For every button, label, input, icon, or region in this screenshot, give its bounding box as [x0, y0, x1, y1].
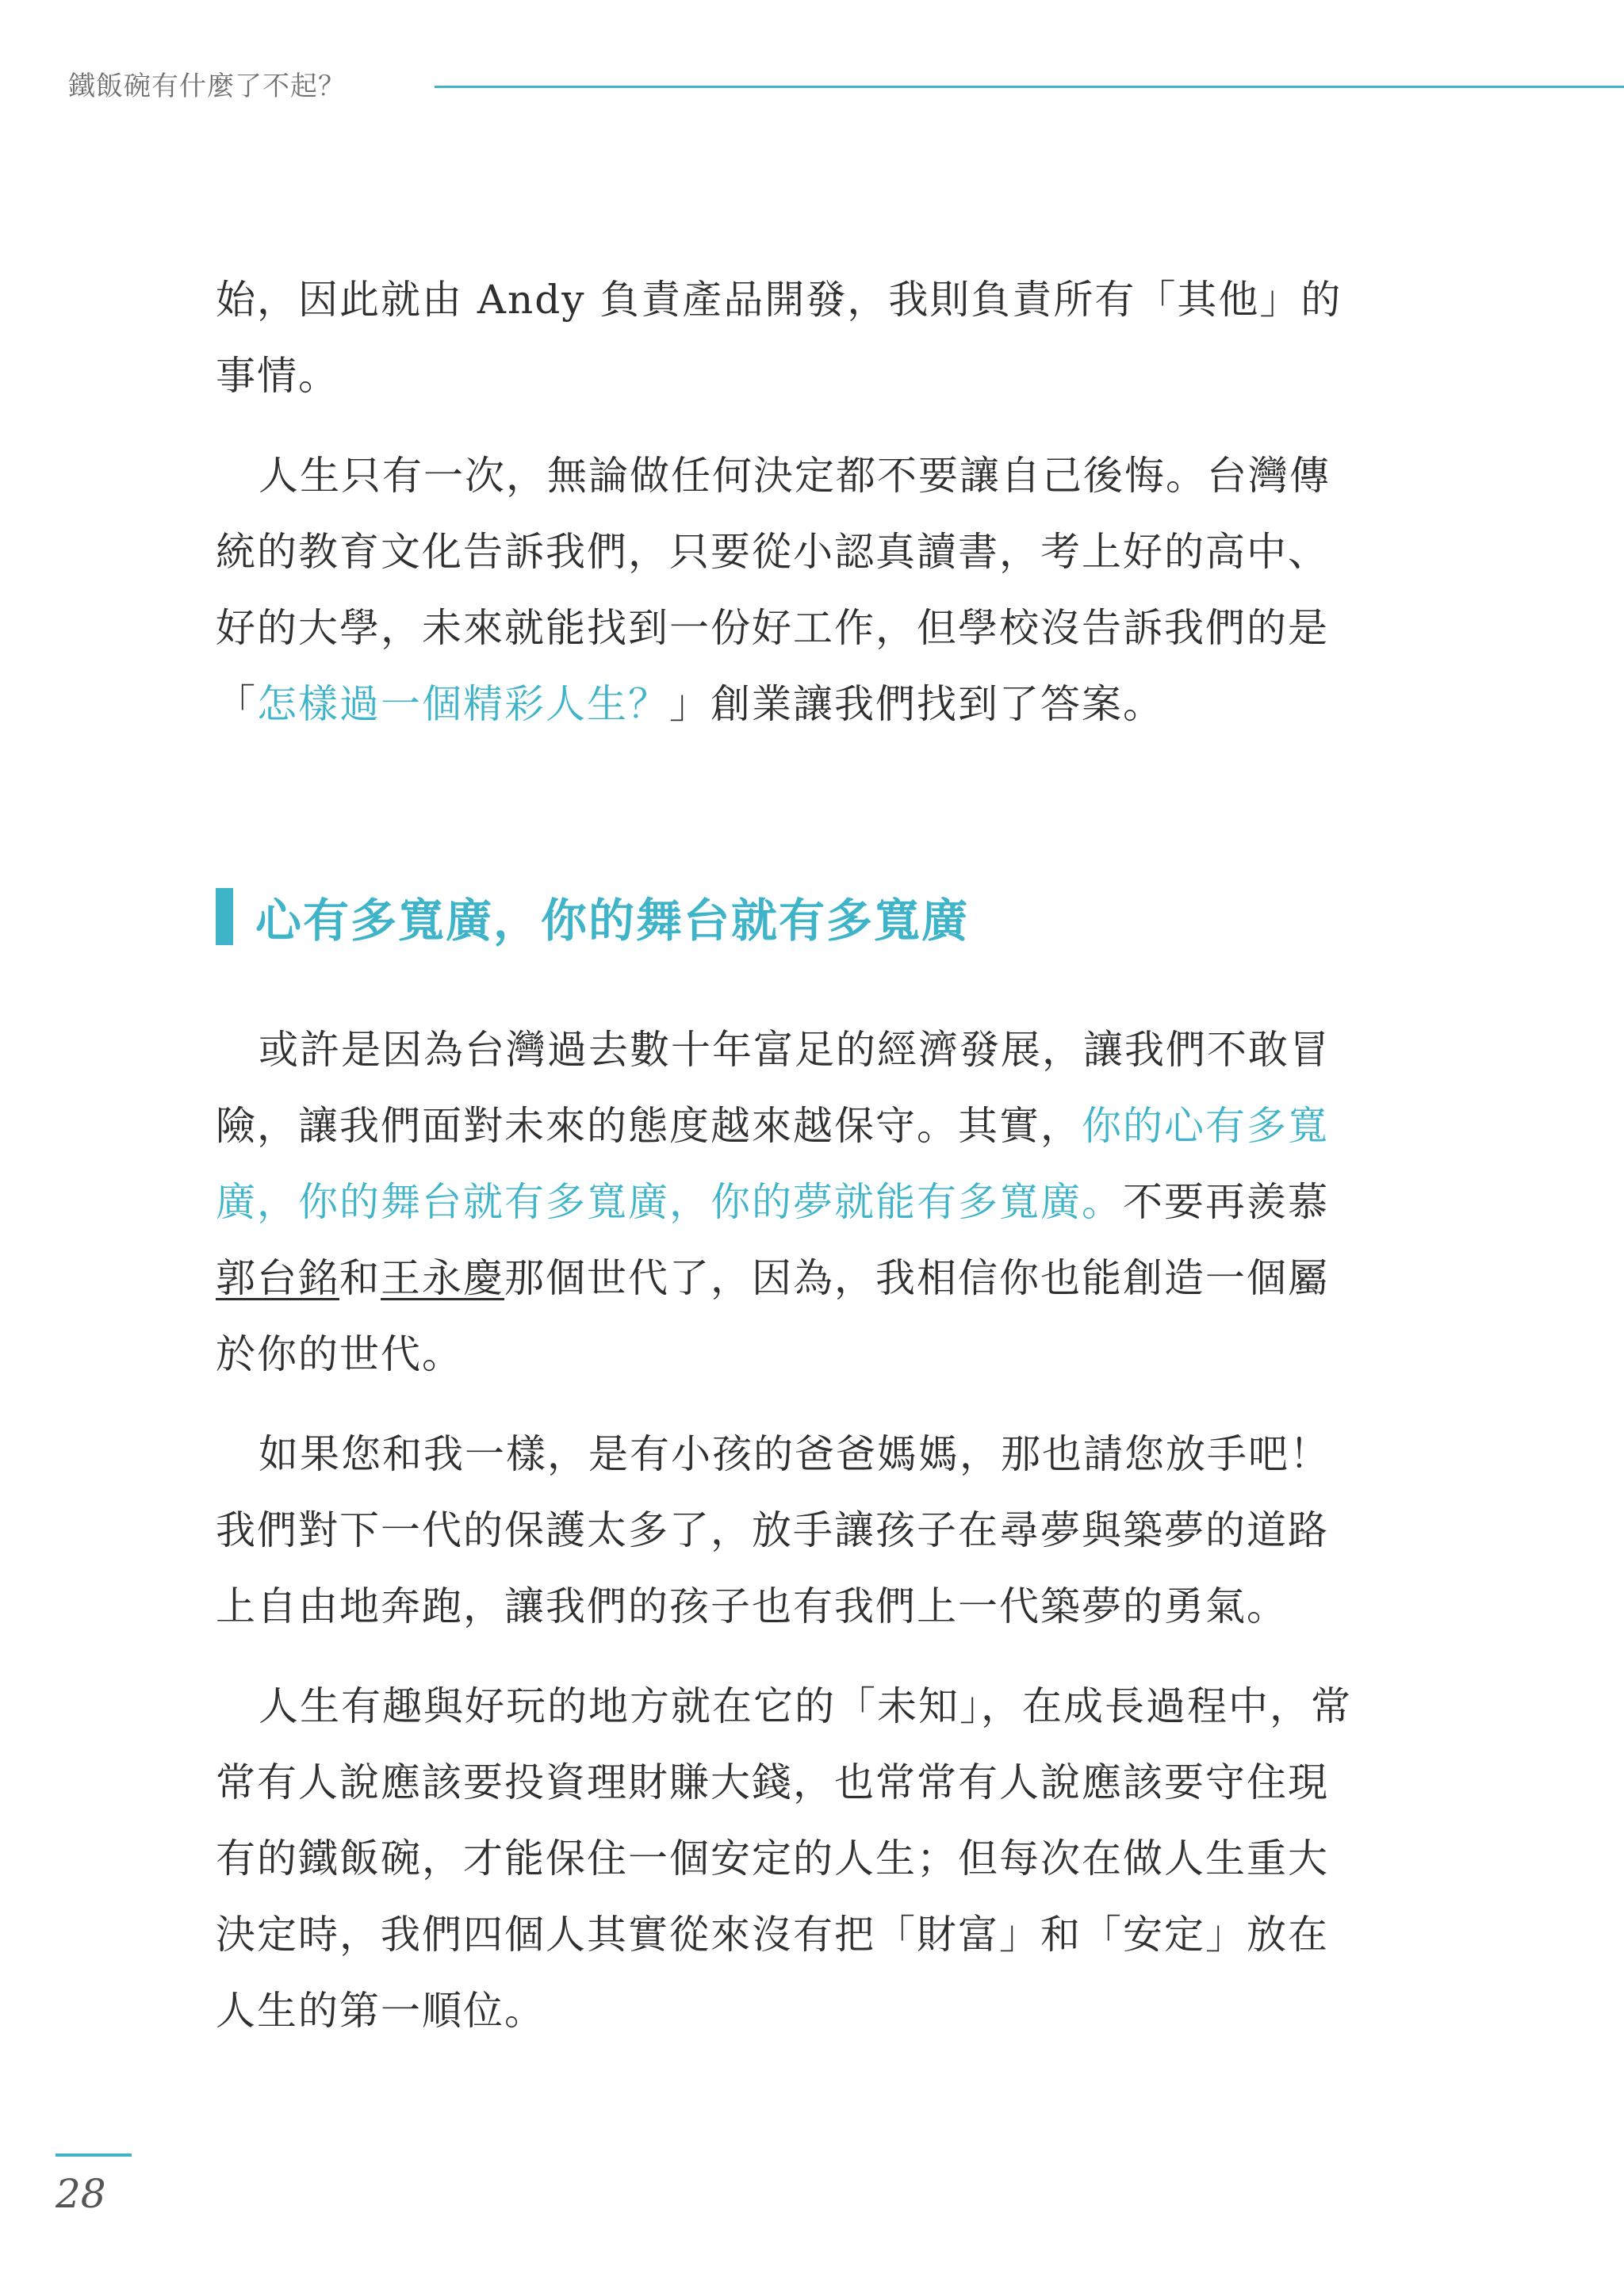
paragraph-text: 始，因此就由 Andy 負責產品開發，我則負責所有「其他」的事情。 — [216, 277, 1342, 399]
underlined-name: 郭台銘 — [216, 1255, 339, 1301]
section-heading-text: 心有多寬廣，你的舞台就有多寬廣 — [255, 894, 970, 948]
highlight-text: 你的心有多寬廣，你的舞台就有多寬廣，你的夢就能有多寬廣。 — [216, 1103, 1329, 1225]
paragraph — [216, 1416, 1358, 1644]
paragraph-text: 」創業讓我們找到了答案。 — [669, 681, 1164, 727]
paragraph-text: 那個世代了，因為，我相信你也能創造一個屬於你的世代。 — [216, 1255, 1329, 1377]
paragraph-text: 和 — [339, 1255, 381, 1301]
paragraph-continued — [216, 262, 1358, 414]
paragraph-text: 不要再羨慕 — [1123, 1179, 1329, 1225]
running-title: 鐵飯碗有什麼了不起？ — [68, 71, 346, 102]
highlight-text: 怎樣過一個精彩人生？ — [257, 681, 669, 727]
section-body — [216, 1012, 1358, 2049]
header-rule — [435, 86, 1624, 88]
paragraph-text: 或許是因為台灣過去數十年富足的經濟發展，讓我們不敢冒險，讓我們面對未來的態度越來越保守。其實， — [216, 1027, 1331, 1149]
paragraph — [216, 1012, 1358, 1392]
underlined-name: 王永慶 — [381, 1255, 504, 1301]
heading-bar — [216, 888, 233, 945]
top-section — [216, 262, 1358, 742]
paragraph — [216, 1668, 1358, 2049]
footer-rule — [56, 2153, 132, 2157]
page-number: 28 — [56, 2171, 106, 2217]
paragraph-text: 如果您和我一樣，是有小孩的爸爸媽媽，那也請您放手吧！我們對下一代的保護太多了，放手讓孩子在尋夢與築夢的道路上自由地奔跑，讓我們的孩子也有我們上一代築夢的勇氣。 — [216, 1431, 1331, 1629]
paragraph — [216, 438, 1358, 742]
section-heading — [216, 888, 970, 948]
paragraph-text: 人生有趣與好玩的地方就在它的「未知」，在成長過程中，常常有人說應該要投資理財賺大錢，也常常有人說應該要守住現有的鐵飯碗，才能保住一個安定的人生；但每次在做人生重大決定時，我們四個人其實從來沒有把「財富」和「安定」放在人生的第一順位。 — [216, 1683, 1352, 2034]
paragraph-text: 人生只有一次，無論做任何決定都不要讓自己後悔。台灣傳統的教育文化告訴我們，只要從小認真讀書，考上好的高中、好的大學，未來就能找到一份好工作，但學校沒告訴我們的是「 — [216, 453, 1331, 727]
